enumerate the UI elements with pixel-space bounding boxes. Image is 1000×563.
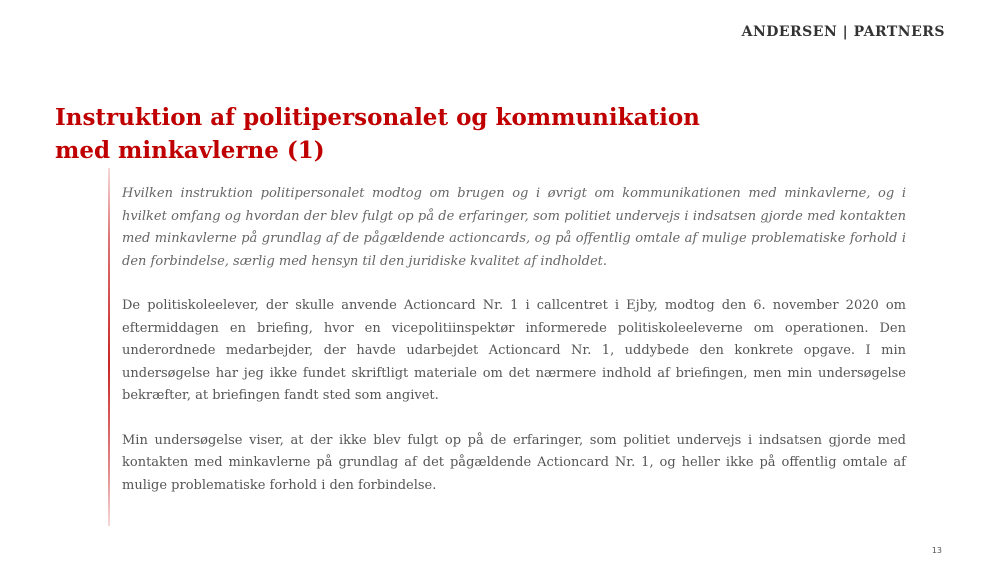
brand-logo: ANDERSEN | PARTNERS <box>741 24 945 40</box>
slide-title-line-2: med minkavlerne (1) <box>55 137 325 164</box>
slide-body <box>122 183 906 519</box>
conclusion-paragraph: Min undersøgelse viser, at der ikke blev fulgt op på de erfaringer, som politiet undervejs i indsatsen gjorde med kontakten med minkavlerne på grundlag af det pågældende Actioncard Nr. 1, og heller ikke på offentlig omtale af mulige problematiske forhold i den forbindelse. <box>122 432 906 493</box>
question-paragraph: Hvilken instruktion politipersonalet modtog om brugen og i øvrigt om kommunikationen med minkavlerne, og i hvilket omfang og hvordan der blev fulgt op på de erfaringer, som politiet undervejs i indsatsen gjorde med kontakten med minkavlerne på grundlag af de pågældende actioncards, og på offentlig omtale af mulige problematiske forhold i den forbindelse, særlig med hensyn til den juridiske kvalitet af indholdet. <box>122 186 906 269</box>
slide-title-line-1: Instruktion af politipersonalet og kommunikation <box>55 104 700 131</box>
page-number: 13 <box>931 546 942 555</box>
briefing-paragraph: De politiskoleelever, der skulle anvende Actioncard Nr. 1 i callcentret i Ejby, modtog den 6. november 2020 om eftermiddagen en briefing, hvor en vicepolitiinspektør informerede politiskoleeleverne om operationen. Den underordnede medarbejder, der havde udarbejdet Actioncard Nr. 1, uddybede den konkrete opgave. I min undersøgelse har jeg ikke fundet skriftligt materiale om det nærmere indhold af briefingen, men min undersøgelse bekræfter, at briefingen fandt sted som angivet. <box>122 298 906 403</box>
accent-divider <box>108 168 110 526</box>
slide-title <box>55 101 815 167</box>
